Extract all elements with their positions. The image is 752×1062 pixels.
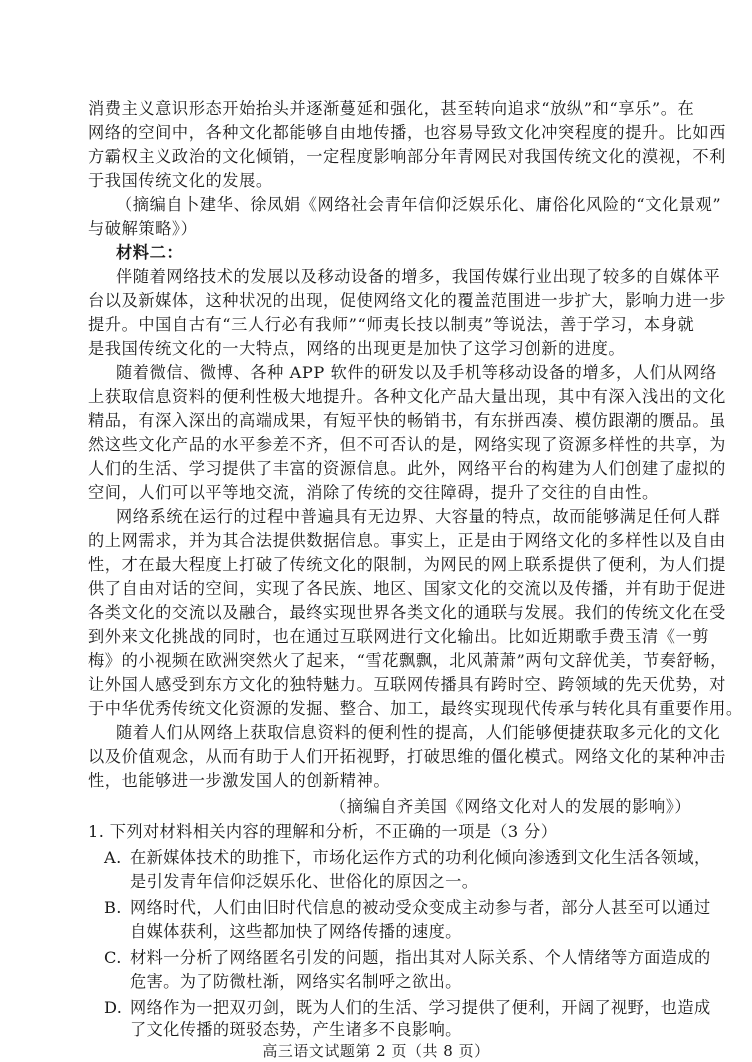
material1-line: 方霸权主义政治的文化倾销，一定程度影响部分年青网民对我国传统文化的漠视，不利 [88,147,726,166]
paragraph-line: 性，也能够进一步激发国人的创新精神。 [88,771,391,790]
material1-line: 消费主义意识形态开始抬头并逐渐蔓延和强化，甚至转向追求“放纵”和“享乐”。在 [88,99,695,118]
paragraph-line: 随着人们从网络上获取信息资料的便利性的提高，人们能够便捷获取多元化的文化 [116,723,721,742]
paragraph-line: 以及价值观念，从而有助于人们开拓视野，打破思维的僵化模式。网络文化的某种冲击 [88,747,726,766]
page-footer: 高三语文试题第 2 页（共 8 页） [262,1042,490,1060]
paragraph-line: 精品，有深入深出的高端成果，有短平快的畅销书，有东拼西凑、模仿跟潮的赝品。虽 [88,411,726,430]
paragraph-line: 空间，人们可以平等地交流，消除了传统的交往障碍，提升了交往的自由性。 [88,483,659,502]
source-citation: （摘编自卜建华、徐凤娟《网络社会青年信仰泛娱乐化、庸俗化风险的“文化景观” [116,195,722,214]
paragraph-line: 供了自由对话的空间，实现了各民族、地区、国家文化的交流以及传播，并有助于促进 [88,579,726,598]
paragraph-line: 然这些文化产品的水平参差不齐，但不可否认的是，网络实现了资源多样性的共享，为 [88,435,726,454]
paragraph-line: 到外来文化挑战的同时，也在通过互联网进行文化输出。比如近期歌手费玉清《一剪 [88,627,710,646]
option-b-text: 网络时代，人们由旧时代信息的被动受众变成主动参与者，部分人甚至可以通过 [130,898,711,917]
paragraph-line: 让外国人感受到东方文化的独特魅力。互联网传播具有跨时空、跨领域的先天优势，对 [88,675,726,694]
option-d-text: 网络作为一把双刃剑，既为人们的生活、学习提供了便利，开阔了视野，也造成 [130,998,711,1017]
material1-line: 网络的空间中，各种文化都能够自由地传播，也容易导致文化冲突程度的提升。比如西 [88,123,726,142]
question-stem: 1. 下列对材料相关内容的理解和分析，不正确的一项是（3 分） [88,822,558,841]
option-c-text: 危害。为了防微杜渐，网络实名制呼之欲出。 [130,972,462,991]
paragraph-line: 台以及新媒体，这种状况的出现，促使网络文化的覆盖范围进一步扩大，影响力进一步 [88,291,726,310]
option-a-text: 在新媒体技术的助推下，市场化运作方式的功利化倾向渗透到文化生活各领域， [130,848,711,867]
material1-line: 于我国传统文化的发展。 [88,171,273,190]
paragraph-line: 网络系统在运行的过程中普遍具有无边界、大容量的特点，故而能够满足任何人群 [116,507,721,526]
section-heading: 材料二： [116,243,184,262]
paragraph-line: 伴随着网络技术的发展以及移动设备的增多，我国传媒行业出现了较多的自媒体平 [116,267,721,286]
source-citation: 与破解策略》） [88,219,198,238]
option-a-text: 是引发青年信仰泛娱乐化、世俗化的原因之一。 [130,872,479,891]
source-citation: （摘编自齐美国《网络文化对人的发展的影响》） [330,797,692,816]
paragraph-line: 是我国传统文化的一大特点，网络的出现更是加快了这学习创新的进度。 [88,339,626,358]
paragraph-line: 各类文化的交流以及融合，最终实现世界各类文化的通联与发展。我们的传统文化在受 [88,603,726,622]
paragraph-line: 于中华优秀传统文化资源的发掘、整合、加工，最终实现现代传承与转化具有重要作用。 [88,699,743,718]
option-label-d: D. [104,998,123,1017]
paragraph-line: 的上网需求，并为其合法提供数据信息。事实上，正是由于网络文化的多样性以及自由 [88,531,726,550]
option-c-text: 材料一分析了网络匿名引发的问题，指出其对人际关系、个人情绪等方面造成的 [130,948,711,967]
paragraph-line: 性，才在最大程度上打破了传统文化的限制，为网民的网上联系提供了便利，为人们提 [88,555,726,574]
paragraph-line: 随着微信、微博、各种 APP 软件的研发以及手机等移动设备的增多，人们从网络 [116,363,717,382]
paragraph-line: 人们的生活、学习提供了丰富的资源信息。此外，网络平台的构建为人们创建了虚拟的 [88,459,726,478]
paragraph-line: 上获取信息资料的便利性极大地提升。各种文化产品大量出现，其中有深入浅出的文化 [88,387,726,406]
option-d-text: 了文化传播的斑驳态势，产生诸多不良影响。 [130,1020,462,1039]
option-b-text: 自媒体获利，这些都加快了网络传播的速度。 [130,922,462,941]
option-label-b: B. [104,898,122,917]
paragraph-line: 梅》的小视频在欧洲突然火了起来，“雪花飘飘，北风萧萧”两句文辞优美，节奏舒畅， [88,651,727,670]
option-label-a: A. [104,848,122,867]
paragraph-line: 提升。中国自古有“三人行必有我师”“师夷长技以制夷”等说法，善于学习，本身就 [88,315,695,334]
option-label-c: C. [104,948,122,967]
